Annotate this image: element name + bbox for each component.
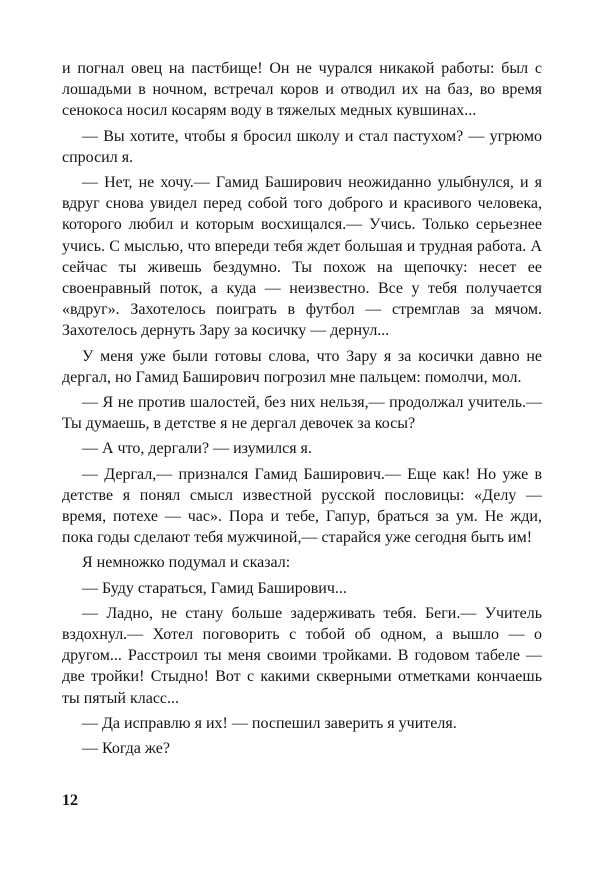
page-body <box>62 58 542 763</box>
paragraph-2: — Вы хотите, чтобы я бросил школу и стал пастухом? — угрюмо спросил я. <box>62 127 542 166</box>
paragraph-11: — Да исправлю я их! — поспешил заверить я учителя. <box>82 714 457 732</box>
paragraph-6: — А что, дергали? — изумился я. <box>82 440 312 458</box>
paragraph-8: Я немножко подумал и сказал: <box>82 554 291 572</box>
paragraph-1: и погнал овец на пастбище! Он не чурался никакой работы: был с лошадьми в ночном, встречал коров и отводил их на баз, во время сенокоса носил косарям воду в тяжелых медных кувшинах... <box>62 60 542 120</box>
paragraph-10: — Ладно, не стану больше задерживать тебя. Беги.— Учитель вздохнул.— Хотел поговорить с тобой об одном, а вышло — о другом... Расстроил ты меня своими тройками. В годовом табеле — две тройки! Стыдно! Вот с какими скверными отметками кончаешь ты пятый класс... <box>62 604 542 707</box>
page-number: 12 <box>62 792 78 809</box>
paragraph-5: — Я не против шалостей, без них нельзя,— продолжал учитель.— Ты думаешь, в детстве я не дергал девочек за косы? <box>62 394 542 433</box>
paragraph-9: — Буду стараться, Гамид Баширович... <box>82 579 347 597</box>
paragraph-7: — Дергал,— признался Гамид Баширович.— Еще как! Но уже в детстве я понял смысл известной русской пословицы: «Делу — время, потехе — час». Пора и тебе, Гапур, браться за ум. Не жди, пока годы сделают тебя мужчиной,— старайся уже сегодня быть им! <box>62 465 542 547</box>
paragraph-4: У меня уже были готовы слова, что Зару я за косички давно не дергал, но Гамид Баширович погрозил мне пальцем: помолчи, мол. <box>62 347 542 386</box>
paragraph-12: — Когда же? <box>82 740 170 758</box>
paragraph-3: — Нет, не хочу.— Гамид Баширович неожиданно улыбнулся, и я вдруг снова увидел перед собой того доброго и красивого человека, которого любил и которым восхищался.— Учись. Только серьезнее учись. С мыслью, что впереди тебя ждет большая и трудная работа. А сейчас ты живешь бездумно. Ты похож на щепочку: несет ее своенравный поток, а куда — неизвестно. Все у тебя получается «вдруг». Захотелось поиграть в футбол — стремглав за мячом. Захотелось дернуть Зару за косичку — дернул... <box>62 174 542 340</box>
